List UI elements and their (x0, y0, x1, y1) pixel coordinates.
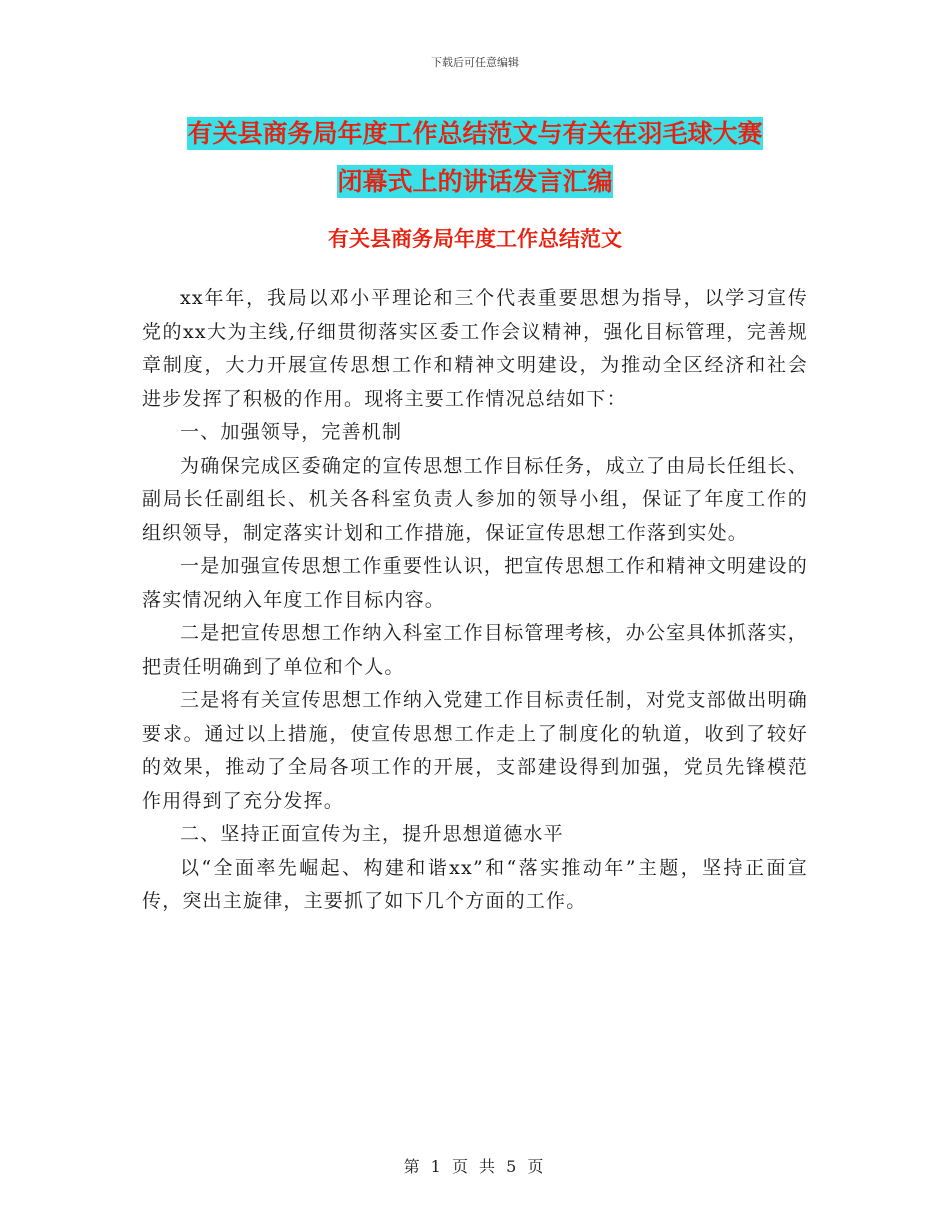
paragraph-point-two: 二是把宣传思想工作纳入科室工作目标管理考核，办公室具体抓落实，把责任明确到了单位和个人。 (142, 622, 808, 678)
heading-positive-publicity: 二、坚持正面宣传为主，提升思想道德水平 (180, 823, 564, 845)
document-title (140, 110, 810, 206)
paragraph-point-three: 三是将有关宣传思想工作纳入党建工作目标责任制，对党支部做出明确要求。通过以上措施，使宣传思想工作走上了制度化的轨道，收到了较好的效果，推动了全局各项工作的开展，支部建设得到加强，党员先锋模范作用得到了充分发挥。 (142, 689, 808, 812)
header-note: 下载后可任意编辑 (431, 56, 519, 69)
paragraph-intro: xx年年，我局以邓小平理论和三个代表重要思想为指导，以学习宣传党的xx大为主线,仔细贯彻落实区委工作会议精神，强化目标管理，完善规章制度，大力开展宣传思想工作和精神文明建设，为推动全区经济和社会进步发挥了积极的作用。现将主要工作情况总结如下： (142, 287, 808, 410)
paragraph-point-one: 一是加强宣传思想工作重要性认识，把宣传思想工作和精神文明建设的落实情况纳入年度工作目标内容。 (142, 555, 808, 611)
heading-strengthen-leadership: 一、加强领导，完善机制 (180, 421, 403, 443)
paragraph-leadership-group: 为确保完成区委确定的宣传思想工作目标任务，成立了由局长任组长、副局长任副组长、机关各科室负责人参加的领导小组，保证了年度工作的组织领导，制定落实计划和工作措施，保证宣传思想工作落到实处。 (142, 454, 808, 544)
document-title-line-1: 有关县商务局年度工作总结范文与有关在羽毛球大赛 (187, 119, 763, 148)
document-body (142, 282, 808, 919)
page-number-footer: 第 1 页 共 5 页 (403, 1157, 547, 1176)
section-title: 有关县商务局年度工作总结范文 (328, 227, 622, 251)
document-title-line-2: 闭幕式上的讲话发言汇编 (337, 167, 613, 196)
paragraph-publicity-theme: 以“全面率先崛起、构建和谐xx”和“落实推动年”主题，坚持正面宣传，突出主旋律，主要抓了如下几个方面的工作。 (142, 856, 808, 912)
